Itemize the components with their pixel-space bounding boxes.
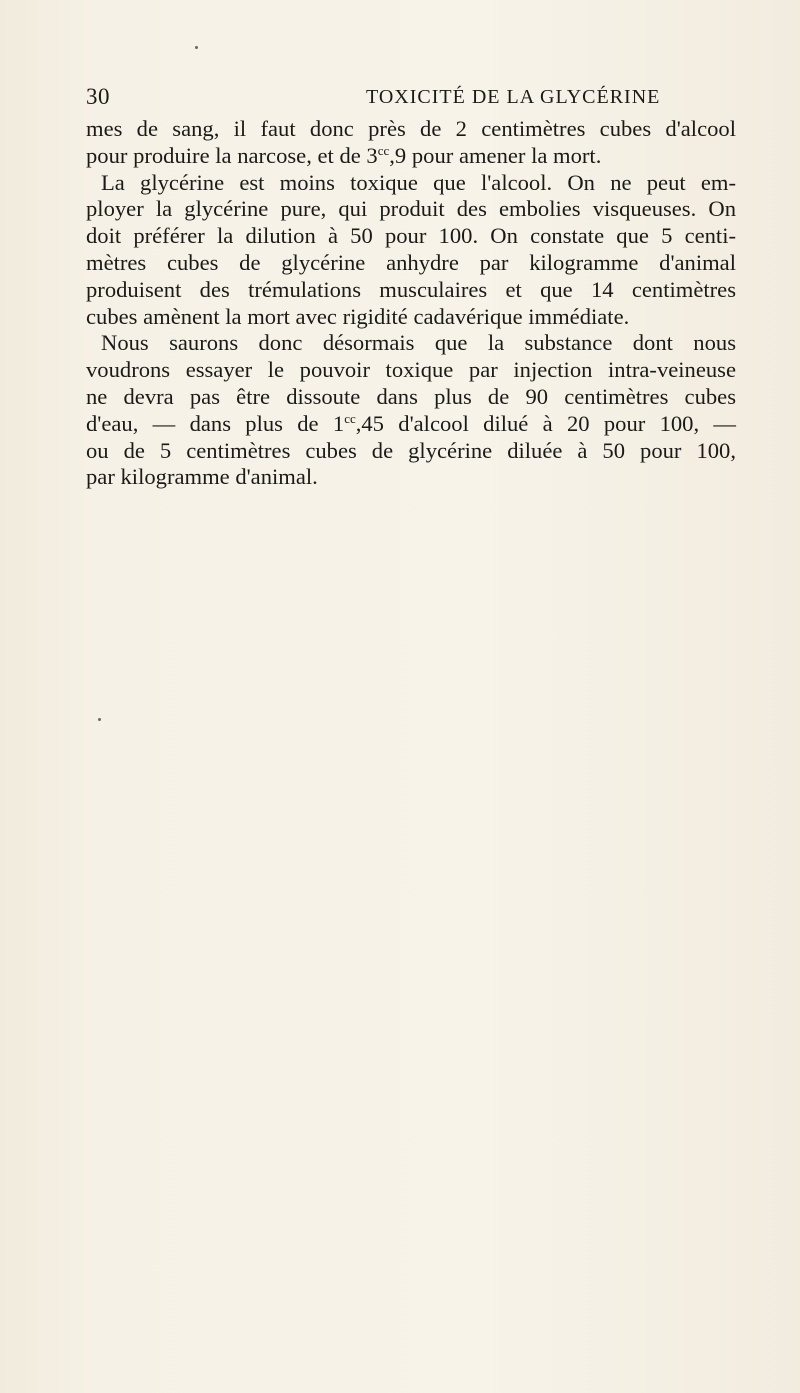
page-header — [86, 84, 734, 114]
text-line: cubes amènent la mort avec rigidité cadavérique immédiate. — [86, 303, 630, 329]
text-line: produisent des trémulations musculaires et que 14 centimètres — [86, 276, 736, 302]
text-line: ne devra pas être dissoute dans plus de 90 centimètres cubes — [86, 383, 736, 409]
text-line: doit préférer la dilution à 50 pour 100. On constate que 5 centi- — [86, 223, 736, 249]
unit-superscript: cc — [344, 410, 356, 426]
text-line: Nous saurons donc désormais que la substance dont nous — [101, 330, 736, 356]
text-line: par kilogramme d'animal. — [86, 464, 318, 490]
text-line: pour produire la narcose, et de $3^{cc},9$ pour amener la mort. — [86, 142, 602, 168]
page-number: 30 — [86, 84, 110, 109]
print-speck — [195, 46, 198, 49]
body-text — [86, 116, 736, 491]
text-line: La glycérine est moins toxique que l'alcool. On ne peut em- — [101, 169, 736, 195]
text-line: ployer la glycérine pure, qui produit des embolies visqueuses. On — [86, 196, 736, 222]
unit-superscript: cc — [377, 142, 390, 158]
text-line: mètres cubes de glycérine anhydre par kilogramme d'animal — [86, 249, 736, 275]
text-line: voudrons essayer le pouvoir toxique par injection intra-veineuse — [86, 357, 736, 383]
text-line: mes de sang, il faut donc près de 2 centimètres cubes d'alcool — [86, 116, 736, 141]
print-speck — [98, 718, 101, 721]
text-line: ou de 5 centimètres cubes de glycérine diluée à 50 pour 100, — [86, 437, 736, 463]
running-title: TOXICITÉ DE LA GLYCÉRINE — [366, 86, 661, 108]
text-line: d'eau, — dans plus de $1^{cc},45$ d'alcool dilué à 20 pour 100, — — [86, 410, 737, 436]
